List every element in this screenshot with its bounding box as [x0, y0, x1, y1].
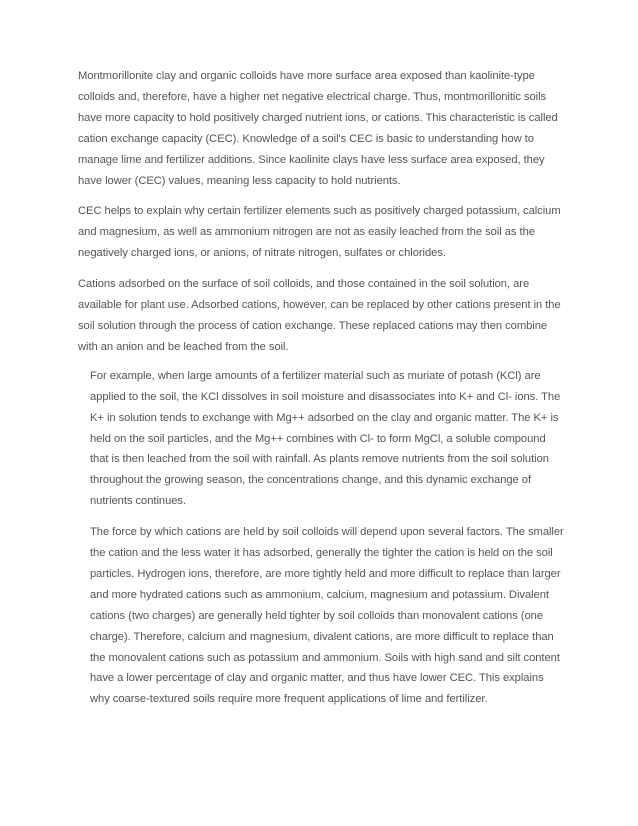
paragraph-cation-force: The force by which cations are held by soil colloids will depend upon several factors. The smaller the cation and the less water it has adsorbed, generally the tighter the cation is held on the soil particles. Hydrogen ions, therefore, are more tightly held and more difficult to replace than larger and more hydrated cations such as ammonium, calcium, magnesium and potassium. Divalent cations (two charges) are generally held tighter by soil colloids than monovalent cations (one charge). Therefore, calcium and magnesium, divalent cations, are more difficult to replace than the monovalent cations such as potassium and ammonium. Soils with high sand and silt content have a lower percentage of clay and organic matter, and thus have lower CEC. This explains why coarse-textured soils require more frequent applications of lime and fertilizer.	[90, 526, 564, 706]
paragraph-cec-intro: Montmorillonite clay and organic colloids have more surface area exposed than kaolinite-type colloids and, therefore, have a higher net negative electrical charge. Thus, montmorillonitic soils have more capacity to hold positively charged nutrient ions, or cations. This characteristic is called cation exchange capacity (CEC). Knowledge of a soil's CEC is basic to understanding how to manage lime and fertilizer additions. Since kaolinite clays have less surface area exposed, they have lower (CEC) values, meaning less capacity to hold nutrients.	[78, 70, 558, 187]
document-body	[78, 66, 564, 710]
paragraph-cation-exchange: Cations adsorbed on the surface of soil colloids, and those contained in the soil solution, are available for plant use. Adsorbed cations, however, can be replaced by other cations present in the soil solution through the process of cation exchange. These replaced cations may then combine with an anion and be leached from the soil.	[78, 278, 561, 353]
paragraph-example-kcl: For example, when large amounts of a fertilizer material such as muriate of potash (KCl) are applied to the soil, the KCl dissolves in soil moisture and disassociates into K+ and Cl- ions. The K+ in solution tends to exchange with Mg++ adsorbed on the clay and organic matter. The K+ is held on the soil particles, and the Mg++ combines with Cl- to form MgCl, a soluble compound that is then leached from the soil with rainfall. As plants remove nutrients from the soil solution throughout the growing season, the concentrations change, and this dynamic exchange of nutrients continues.	[90, 369, 561, 508]
paragraph-cec-leaching: CEC helps to explain why certain fertilizer elements such as positively charged potassium, calcium and magnesium, as well as ammonium nitrogen are not as easily leached from the soil as the negatively charged ions, or anions, of nitrate nitrogen, sulfates or chlorides.	[78, 205, 561, 260]
